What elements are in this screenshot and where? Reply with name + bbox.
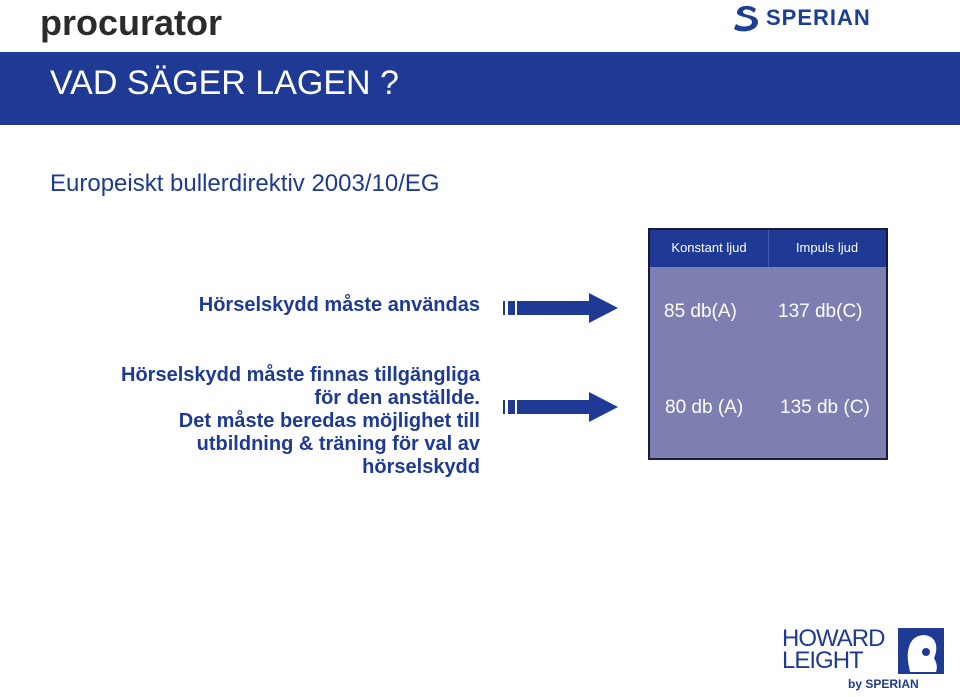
sperian-s-icon [732, 4, 760, 32]
cell-row2-impuls: 135 db (C) [780, 397, 870, 418]
row2-label [90, 364, 480, 479]
row2-label-line: Det måste beredas möjlighet till [178, 410, 480, 432]
howard-leight-logo [782, 625, 952, 694]
head-silhouette-icon [898, 628, 944, 674]
cell-row1-impuls: 137 db(C) [778, 301, 863, 322]
row1-label: Hörselskydd måste användas [198, 294, 480, 316]
slide-title: VAD SÄGER LAGEN ? [50, 64, 399, 102]
procurator-logo [40, 2, 222, 44]
row2-label-line: för den anställde. [314, 387, 480, 409]
arrow-right-icon [503, 292, 618, 324]
slide-subtitle: Europeiskt bullerdirektiv 2003/10/EG [50, 170, 440, 197]
row2-label-line: utbildning & träning för val av [196, 433, 480, 455]
header-konstant-ljud: Konstant ljud [671, 240, 747, 255]
header-impuls-ljud: Impuls ljud [795, 240, 859, 255]
cell-row2-konstant: 80 db (A) [665, 397, 744, 418]
howard-logo-text: HOWARD [782, 625, 885, 652]
by-sperian-text: by SPERIAN [848, 677, 919, 691]
leight-logo-text: LEIGHT [782, 647, 863, 674]
arrow-right-icon [503, 391, 618, 423]
procurator-logo-text: procurator [40, 2, 223, 43]
row2-label-line: hörselskydd [362, 456, 480, 478]
cell-row1-konstant: 85 db(A) [664, 301, 737, 322]
sperian-logo-text: SPERIAN [766, 5, 871, 30]
sperian-logo [732, 4, 871, 32]
row2-label-line: Hörselskydd måste finnas tillgängliga [121, 364, 480, 386]
